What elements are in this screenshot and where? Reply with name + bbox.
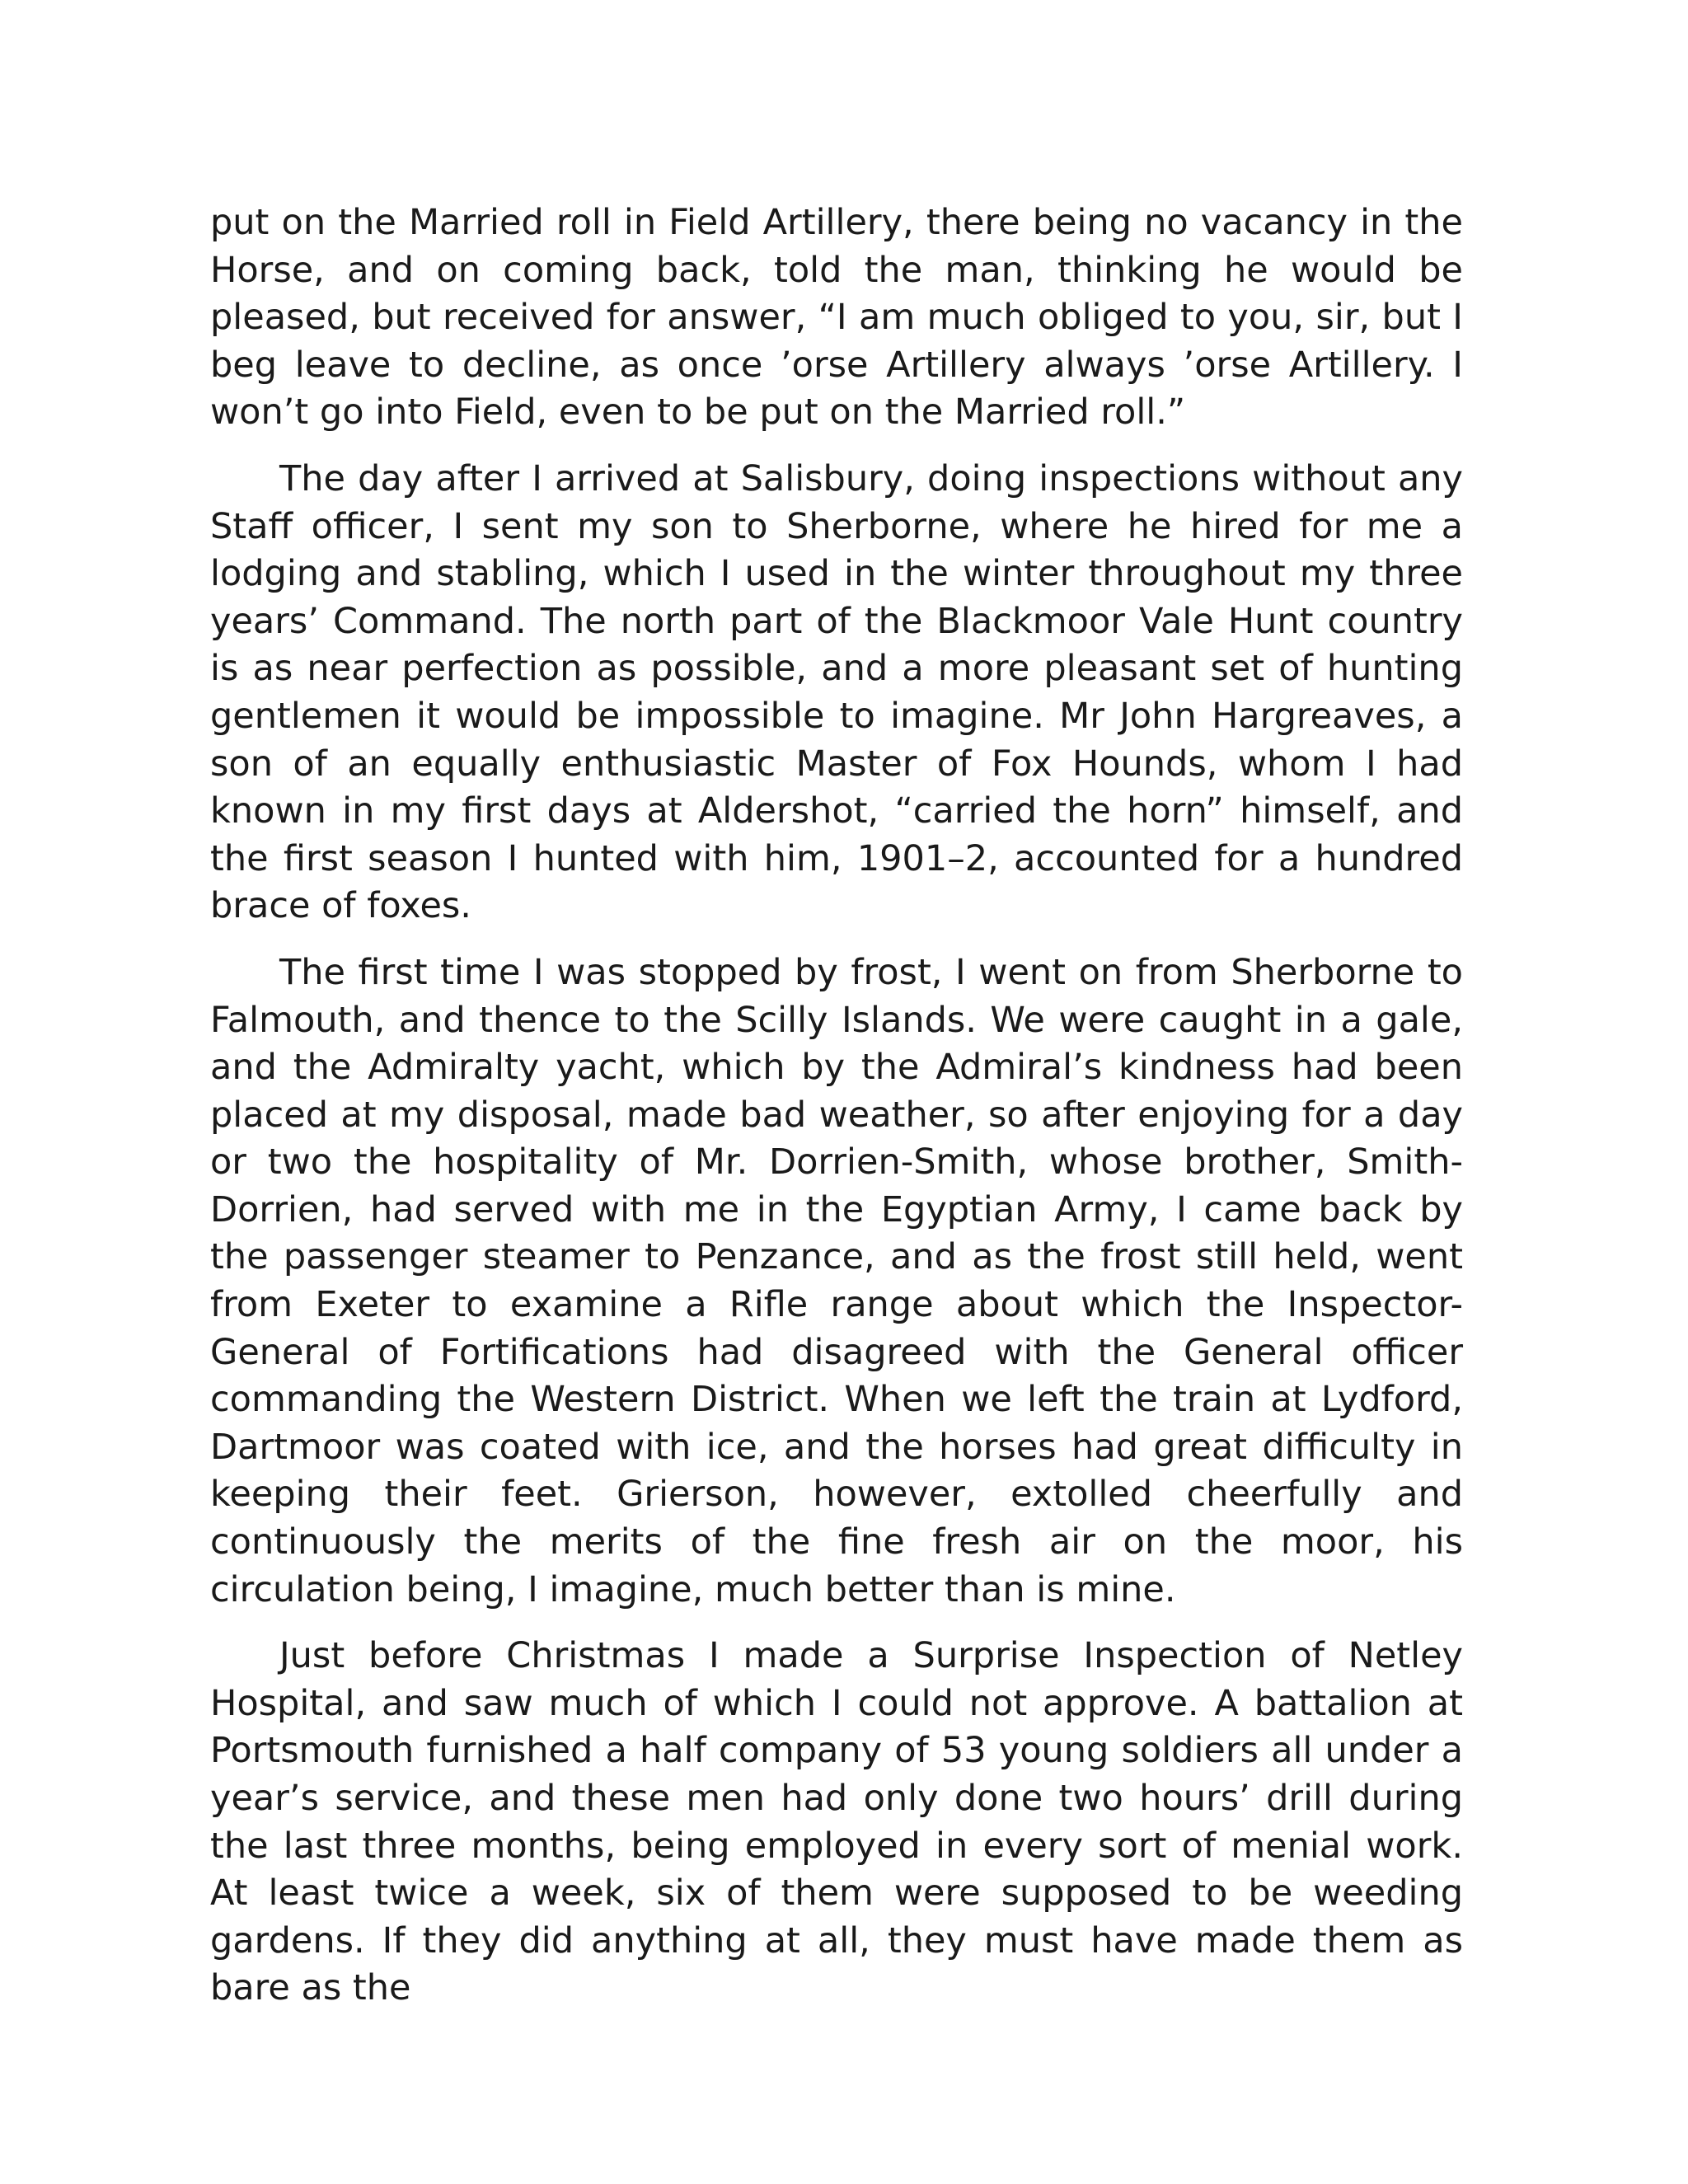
paragraph-2: The day after I arrived at Salisbury, doing inspections without any Staff officer, I sent my son to Sherborne, where he hired for me a lodging and stabling, which I used in the winter throughout my three years’ Command. The north part of the Blackmoor Vale Hunt country is as near perfection as possible, and a more pleasant set of hunting gentlemen it would be impossible to imagine. Mr John Hargreaves, a son of an equally enthusiastic Master of Fox Hounds, whom I had known in my first days at Aldershot, “carried the horn” himself, and the first season I hunted with him, 1901–2, accounted for a hundred brace of foxes.	[210, 457, 1463, 927]
paragraph-4: Just before Christmas I made a Surprise Inspection of Netley Hospital, and saw much of which I could not approve. A battalion at Portsmouth furnished a half company of 53 young soldiers all under a year’s service, and these men had only done two hours’ drill during the last three months, being employed in every sort of menial work. At least twice a week, six of them were supposed to be weeding gardens. If they did anything at all, they must have made them as bare as the	[210, 1635, 1463, 2009]
document-page	[210, 199, 1463, 2032]
paragraph-1: put on the Married roll in Field Artillery, there being no vacancy in the Horse, and on coming back, told the man, thinking he would be pleased, but received for answer, “I am much obliged to you, sir, but I beg leave to decline, as once ’orse Artillery always ’orse Artillery. I won’t go into Field, even to be put on the Married roll.”	[210, 202, 1463, 434]
paragraph-3: The first time I was stopped by frost, I went on from Sherborne to Falmouth, and thence to the Scilly Islands. We were caught in a gale, and the Admiralty yacht, which by the Admiral’s kindness had been placed at my disposal, made bad weather, so after enjoying for a day or two the hospitality of Mr. Dorrien-Smith, whose brother, Smith-Dorrien, had served with me in the Egyptian Army, I came back by the passenger steamer to Penzance, and as the frost still held, went from Exeter to examine a Rifle range about which the Inspector-General of Fortifications had disagreed with the General officer commanding the Western District. When we left the train at Lydford, Dartmoor was coated with ice, and the horses had great difficulty in keeping their feet. Grierson, however, extolled cheerfully and continuously the merits of the fine fresh air on the moor, his circulation being, I imagine, much better than is mine.	[210, 951, 1463, 1610]
